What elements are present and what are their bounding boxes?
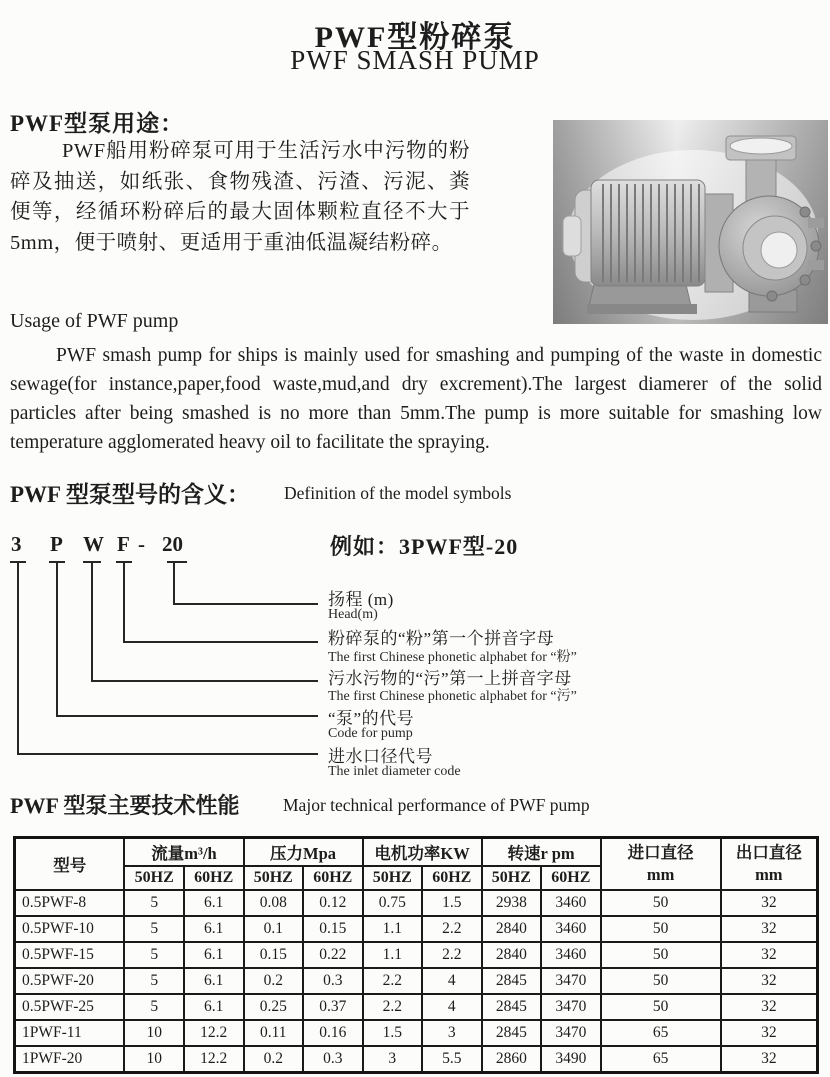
value-cell: 5.5 (422, 1046, 482, 1073)
page-title-chinese: PWF型粉碎泵 (314, 21, 516, 54)
value-cell: 1.1 (363, 916, 423, 942)
model-name-cell: 0.5PWF-8 (15, 890, 125, 916)
value-cell: 10 (124, 1046, 184, 1073)
col-header-power: 电机功率KW (363, 838, 482, 867)
value-cell: 1.5 (363, 1020, 423, 1046)
label-head-cn: 扬程 (m) (328, 590, 394, 609)
value-cell: 3 (422, 1020, 482, 1046)
value-cell: 0.3 (303, 1046, 363, 1073)
performance-table-row (15, 916, 818, 942)
value-cell: 6.1 (184, 968, 244, 994)
performance-table-row (15, 1046, 818, 1073)
value-cell: 0.2 (244, 1046, 304, 1073)
hz-header: 60HZ (303, 866, 363, 890)
performance-table-row (15, 968, 818, 994)
model-name-cell: 0.5PWF-20 (15, 968, 125, 994)
hz-header: 60HZ (184, 866, 244, 890)
value-cell: 2.2 (363, 994, 423, 1020)
hz-header: 50HZ (363, 866, 423, 890)
outlet-label: 出口直径 (735, 843, 802, 862)
col-header-outlet (721, 838, 818, 891)
value-cell: 0.3 (303, 968, 363, 994)
col-header-speed: 转速r pm (482, 838, 601, 867)
value-cell: 32 (721, 994, 818, 1020)
symbol-pump-code: P (50, 532, 63, 556)
value-cell: 50 (601, 890, 721, 916)
hz-header: 50HZ (124, 866, 184, 890)
usage-paragraph-chinese: PWF船用粉碎泵可用于生活污水中污物的粉碎及抽送，如纸张、食物残渣、污渣、污泥、粪便等，经循环粉碎后的最大固体颗粒直径不大于5mm，便于喷射、更适用于重油低温凝结粉碎。 (10, 140, 470, 254)
value-cell: 0.25 (244, 994, 304, 1020)
value-cell: 5 (124, 942, 184, 968)
performance-table-row (15, 1020, 818, 1046)
hz-header: 60HZ (422, 866, 482, 890)
value-cell: 3470 (541, 994, 601, 1020)
model-name-cell: 0.5PWF-10 (15, 916, 125, 942)
value-cell: 0.12 (303, 890, 363, 916)
table-header-row-groups (15, 838, 818, 867)
pump-product-photo (553, 120, 828, 324)
value-cell: 12.2 (184, 1046, 244, 1073)
label-wu-cn: 污水污物的“污”第一上拼音字母 (328, 669, 572, 688)
value-cell: 5 (124, 890, 184, 916)
value-cell: 65 (601, 1046, 721, 1073)
symbol-w: W (83, 532, 104, 556)
value-cell: 0.1 (244, 916, 304, 942)
value-cell: 0.11 (244, 1020, 304, 1046)
model-name-cell: 0.5PWF-25 (15, 994, 125, 1020)
value-cell: 0.22 (303, 942, 363, 968)
pump-illustration (553, 120, 828, 324)
value-cell: 32 (721, 916, 818, 942)
usage-paragraph-english: PWF smash pump for ships is mainly used for smashing and pumping of the waste in domestic sewage(for instance,paper,food waste,mud,and dry excrement).The largest diamerer of the solid particles after being smashed is no more than 5mm.The pump is more suitable for smashing low temperature agglomerated heavy oil to facilitate the spraying. (10, 345, 822, 453)
value-cell: 5 (124, 916, 184, 942)
value-cell: 3470 (541, 968, 601, 994)
value-cell: 6.1 (184, 890, 244, 916)
outlet-unit: mm (755, 865, 783, 884)
value-cell: 6.1 (184, 942, 244, 968)
model-name-cell: 1PWF-11 (15, 1020, 125, 1046)
model-name-cell: 1PWF-20 (15, 1046, 125, 1073)
value-cell: 1.1 (363, 942, 423, 968)
value-cell: 3460 (541, 916, 601, 942)
label-inlet-code-cn: 进水口径代号 (328, 747, 433, 766)
performance-table-row (15, 890, 818, 916)
hz-header: 60HZ (541, 866, 601, 890)
value-cell: 2.2 (363, 968, 423, 994)
value-cell: 0.37 (303, 994, 363, 1020)
inlet-unit: mm (646, 865, 675, 884)
value-cell: 0.16 (303, 1020, 363, 1046)
value-cell: 32 (721, 1020, 818, 1046)
label-pump-code-en: Code for pump (328, 726, 413, 741)
performance-table (13, 836, 819, 1074)
value-cell: 50 (601, 968, 721, 994)
label-wu-en: The first Chinese phonetic alphabet for “污” (328, 689, 577, 704)
model-definition-heading-chinese: PWF 型泵型号的含义： (10, 482, 250, 507)
label-pump-code-cn: “泵”的代号 (328, 709, 415, 728)
col-header-model: 型号 (15, 838, 125, 891)
value-cell: 2.2 (422, 916, 482, 942)
value-cell: 5 (124, 994, 184, 1020)
value-cell: 4 (422, 994, 482, 1020)
value-cell: 2840 (482, 916, 542, 942)
value-cell: 50 (601, 942, 721, 968)
value-cell: 32 (721, 1046, 818, 1073)
value-cell: 10 (124, 1020, 184, 1046)
col-header-flow: 流量m³/h (124, 838, 243, 867)
value-cell: 5 (124, 968, 184, 994)
value-cell: 0.2 (244, 968, 304, 994)
performance-heading-chinese: PWF 型泵主要技术性能 (10, 793, 240, 818)
value-cell: 32 (721, 942, 818, 968)
label-fen-cn: 粉碎泵的“粉”第一个拼音字母 (328, 629, 555, 648)
model-name-cell: 0.5PWF-15 (15, 942, 125, 968)
model-symbol-diagram (0, 528, 830, 790)
value-cell: 3460 (541, 890, 601, 916)
value-cell: 0.15 (244, 942, 304, 968)
value-cell: 2845 (482, 968, 542, 994)
value-cell: 4 (422, 968, 482, 994)
value-cell: 0.08 (244, 890, 304, 916)
col-header-pressure: 压力Mpa (244, 838, 363, 867)
hz-header: 50HZ (244, 866, 304, 890)
value-cell: 0.15 (303, 916, 363, 942)
value-cell: 1.5 (422, 890, 482, 916)
value-cell: 50 (601, 916, 721, 942)
value-cell: 6.1 (184, 994, 244, 1020)
usage-heading-chinese: PWF型泵用途： (10, 111, 185, 136)
performance-table-row (15, 994, 818, 1020)
value-cell: 3490 (541, 1046, 601, 1073)
value-cell: 2.2 (422, 942, 482, 968)
value-cell: 50 (601, 994, 721, 1020)
symbol-head: 20 (162, 532, 183, 556)
model-example-text: 例如：3PWF型-20 (330, 534, 519, 559)
value-cell: 2938 (482, 890, 542, 916)
value-cell: 3470 (541, 1020, 601, 1046)
value-cell: 12.2 (184, 1020, 244, 1046)
value-cell: 65 (601, 1020, 721, 1046)
inlet-label: 进口直径 (627, 843, 694, 862)
value-cell: 2845 (482, 1020, 542, 1046)
value-cell: 32 (721, 968, 818, 994)
col-header-inlet (601, 838, 721, 891)
label-head-en: Head(m) (328, 607, 378, 622)
page-title-english: PWF SMASH PUMP (290, 45, 540, 75)
value-cell: 0.75 (363, 890, 423, 916)
symbol-f: F (117, 532, 130, 556)
model-definition-heading-english: Definition of the model symbols (284, 483, 512, 503)
hz-header: 50HZ (482, 866, 542, 890)
usage-heading-english: Usage of PWF pump (10, 310, 179, 332)
value-cell: 2840 (482, 942, 542, 968)
symbol-dash: - (138, 532, 145, 556)
label-fen-en: The first Chinese phonetic alphabet for “粉” (328, 650, 577, 665)
value-cell: 6.1 (184, 916, 244, 942)
value-cell: 3 (363, 1046, 423, 1073)
performance-table-row (15, 942, 818, 968)
value-cell: 2860 (482, 1046, 542, 1073)
performance-heading-english: Major technical performance of PWF pump (283, 795, 590, 815)
label-inlet-code-en: The inlet diameter code (328, 764, 461, 779)
symbol-inlet-code: 3 (11, 532, 22, 556)
value-cell: 2845 (482, 994, 542, 1020)
value-cell: 32 (721, 890, 818, 916)
value-cell: 3460 (541, 942, 601, 968)
